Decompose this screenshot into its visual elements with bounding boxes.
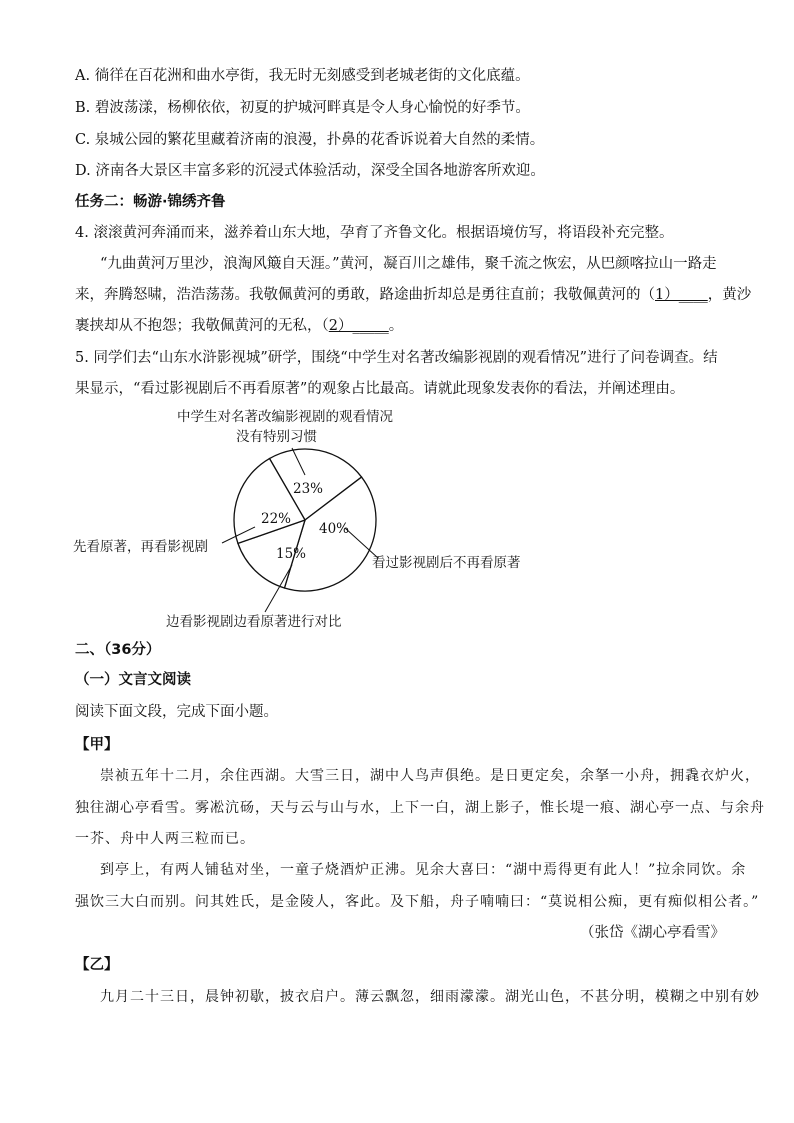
label-book-first: 先看原著，再看影视剧 bbox=[73, 539, 208, 555]
yi-label: 【乙】 bbox=[75, 957, 119, 973]
chart-title: 中学生对名著改编影视剧的观看情况 bbox=[177, 409, 393, 425]
label-no-habit: 没有特别习惯 bbox=[236, 429, 317, 445]
q4-line3-text: 裹挟却从不抱怨；我敬佩黄河的无私，（ bbox=[75, 318, 329, 334]
task2-heading: 任务二：畅游·锦绣齐鲁 bbox=[75, 194, 226, 210]
q4-blank-1[interactable]: 1）____ bbox=[655, 287, 708, 303]
section2-heading: 二、（36分） bbox=[75, 642, 161, 658]
jia-p2-line2: 强饮三大白而别。问其姓氏，是金陵人，客此。及下船，舟子喃喃曰：“莫说相公痴，更有痴似相公者。” bbox=[75, 894, 760, 910]
pct-compare: 15% bbox=[276, 546, 307, 562]
q4-line2-end: ，黄沙 bbox=[707, 287, 752, 303]
q4-line3-end: 。 bbox=[388, 318, 404, 334]
label-compare: 边看影视剧边看原著进行对比 bbox=[166, 614, 342, 630]
jia-p2-line1: 到亭上，有两人铺毡对坐，一童子烧酒炉正沸。见余大喜曰：“湖中焉得更有此人！”拉余同饮。余 bbox=[100, 862, 747, 878]
q4-prompt: 4. 滚滚黄河奔涌而来，滋养着山东大地，孕育了齐鲁文化。根据语境仿写，将语段补充完整。 bbox=[75, 225, 674, 241]
pct-book-first: 22% bbox=[261, 511, 292, 527]
label-watch-only: 看过影视剧后不再看原著 bbox=[372, 555, 521, 571]
q4-blank-2[interactable]: 2）_____ bbox=[328, 318, 389, 334]
jia-label: 【甲】 bbox=[75, 737, 119, 753]
jia-p1-line1: 崇祯五年十二月，余住西湖。大雪三日，湖中人鸟声俱绝。是日更定矣，余拏一小舟，拥毳衣炉火， bbox=[100, 768, 760, 784]
jia-p1-line3: 一芥、舟中人两三粒而已。 bbox=[75, 831, 255, 847]
option-d: D. 济南各大景区丰富多彩的沉浸式体验活动，深受全国各地游客所欢迎。 bbox=[75, 163, 545, 179]
q4-line2-text: 来，奔腾怒啸，浩浩荡荡。我敬佩黄河的勇敢，路途曲折却总是勇往直前；我敬佩黄河的（ bbox=[75, 287, 655, 303]
jia-source: （张岱《湖心亭看雪》 bbox=[580, 925, 725, 941]
pct-no-habit: 23% bbox=[293, 481, 324, 497]
q5-line1: 5. 同学们去“山东水浒影视城”研学，围绕“中学生对名著改编影视剧的观看情况”进行了问卷调查。结 bbox=[75, 350, 718, 366]
q4-passage-line1: “九曲黄河万里沙，浪淘风簸自天涯。”黄河，凝百川之雄伟，聚千流之恢宏，从巴颜喀拉山一路走 bbox=[100, 256, 717, 272]
jia-p1-line2: 独往湖心亭看雪。雾凇沆砀，天与云与山与水，上下一白，湖上影子，惟长堤一痕、湖心亭一点、与余舟 bbox=[75, 800, 765, 816]
pie-slices bbox=[234, 449, 376, 591]
yi-p1-line1: 九月二十三日，晨钟初歇，披衣启户。薄云飘忽，细雨濛濛。湖光山色，不甚分明，模糊之中别有妙 bbox=[100, 989, 760, 1005]
subsection-heading: （一）文言文阅读 bbox=[75, 672, 191, 688]
option-c: C. 泉城公园的繁花里藏着济南的浪漫，扑鼻的花香诉说着大自然的柔情。 bbox=[75, 132, 545, 148]
instruction: 阅读下面文段，完成下面小题。 bbox=[75, 704, 278, 720]
pct-watch-only: 40% bbox=[319, 521, 350, 537]
option-a: A. 徜徉在百花洲和曲水亭街，我无时无刻感受到老城老街的文化底蕴。 bbox=[75, 68, 530, 84]
option-b: B. 碧波荡漾，杨柳依依，初夏的护城河畔真是令人身心愉悦的好季节。 bbox=[75, 100, 530, 116]
q5-line2: 果显示，“看过影视剧后不再看原著”的观象占比最高。请就此现象发表你的看法，并阐述理由。 bbox=[75, 381, 685, 397]
